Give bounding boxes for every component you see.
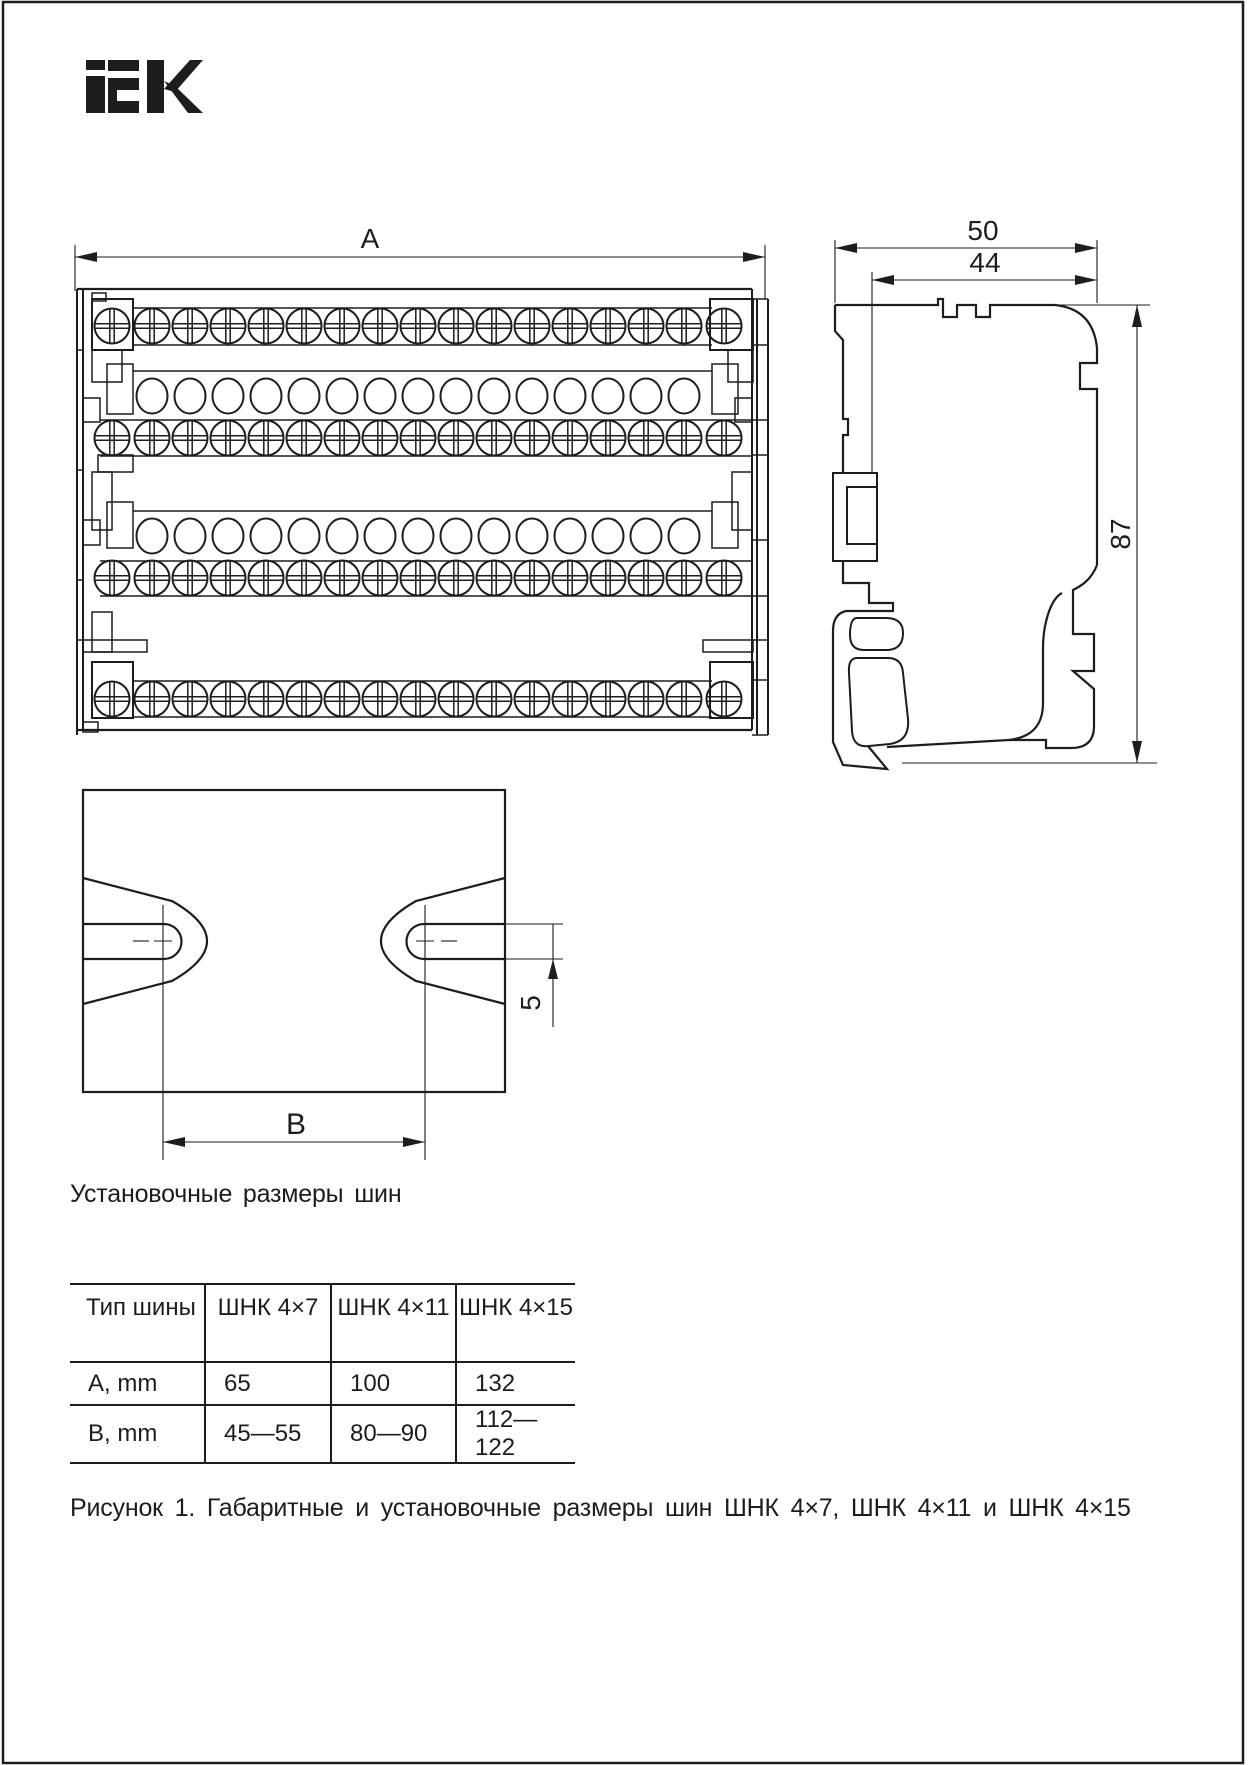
dim-50-label: 50 xyxy=(967,215,999,246)
right-end-bracket xyxy=(703,299,753,718)
table-header-row xyxy=(70,1284,575,1362)
value-a-4x15: 132 xyxy=(475,1369,516,1397)
table-row-b xyxy=(70,1405,575,1463)
dim-b-label: B xyxy=(285,1108,307,1141)
side-profile xyxy=(833,299,1097,769)
value-b-4x11: 80—90 xyxy=(331,1405,456,1463)
front-view xyxy=(75,223,768,735)
screw-rows xyxy=(95,309,742,717)
value-a-4x11: 100 xyxy=(331,1362,456,1405)
value-b-4x7: 45—55 xyxy=(205,1405,331,1463)
right-mounting-slot xyxy=(381,878,505,1160)
column-header-shnk-4x15: ШНК 4×15 xyxy=(458,1294,574,1321)
table-row-a xyxy=(70,1362,575,1405)
row-label-b: B, mm xyxy=(70,1405,205,1463)
terminal-strips xyxy=(100,308,752,717)
side-view xyxy=(833,215,1157,769)
dimensions-table xyxy=(70,1283,575,1464)
row-label-a: A, mm xyxy=(70,1362,205,1405)
bottom-view xyxy=(83,790,563,1160)
column-header-type: Тип шины xyxy=(70,1284,205,1362)
dim-a-arrow-right xyxy=(743,252,765,262)
value-b-4x15: 112—122 xyxy=(475,1406,538,1461)
dim-87-label: 87 xyxy=(1105,518,1136,550)
mounting-dimensions-subtitle: Установочные размеры шин xyxy=(70,1180,402,1208)
dim-5-label: 5 xyxy=(515,995,546,1011)
dim-a-arrow-left xyxy=(75,252,97,262)
left-mounting-slot xyxy=(83,878,207,1160)
left-end-bracket xyxy=(83,293,147,732)
column-header-shnk-4x7: ШНК 4×7 xyxy=(205,1284,331,1362)
value-a-4x7: 65 xyxy=(205,1362,331,1405)
figure-caption: Рисунок 1. Габаритные и установочные размеры шин ШНК 4×7, ШНК 4×11 и ШНК 4×15 xyxy=(70,1494,1131,1522)
iek-logo xyxy=(86,60,203,113)
column-header-shnk-4x11: ШНК 4×11 xyxy=(331,1284,456,1362)
dim-a-label: A xyxy=(360,223,380,254)
dim-44-label: 44 xyxy=(969,247,1001,278)
